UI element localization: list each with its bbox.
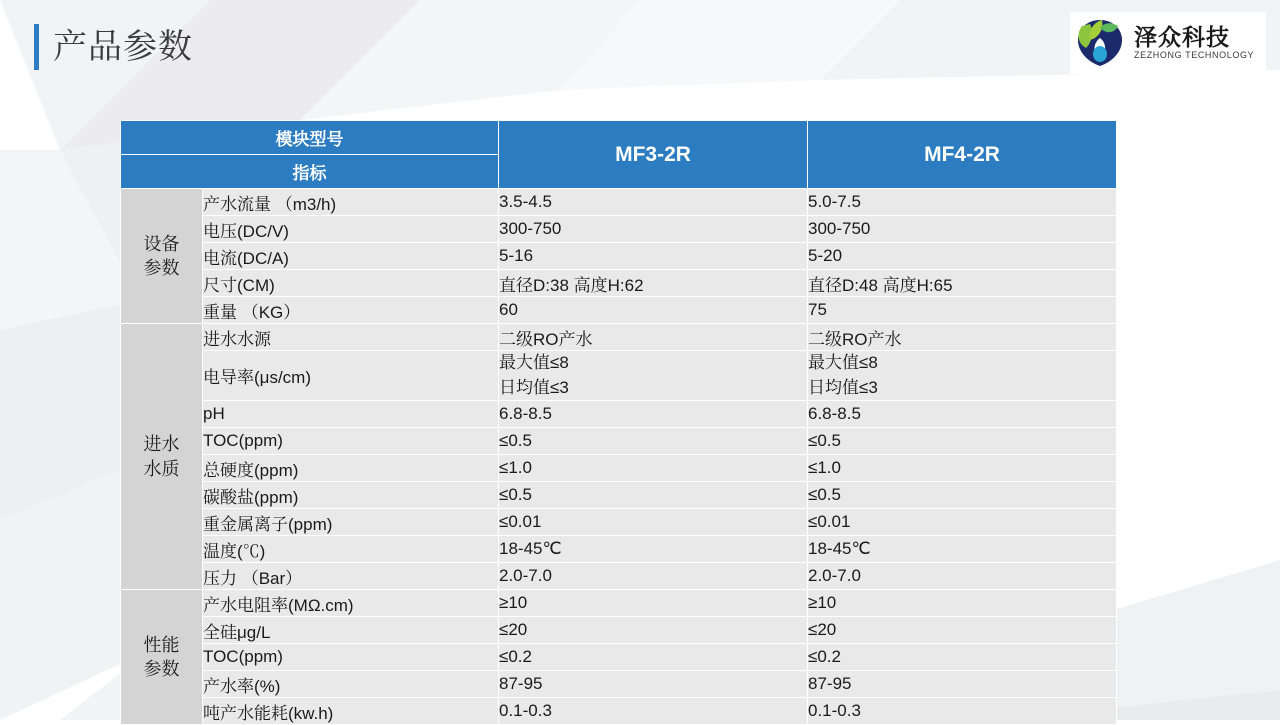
group-label-feedwater-line1: 进水: [143, 434, 180, 455]
table-row: [121, 243, 1117, 270]
row-label: 产水流量 （m3/h): [203, 189, 499, 216]
row-label: TOC(ppm): [203, 428, 499, 455]
spec-table: [120, 120, 1117, 725]
row-value-mf3: ≤0.01: [499, 509, 808, 536]
row-value-mf4-line1: 最大值≤8: [808, 353, 878, 372]
row-value-mf3: [499, 351, 808, 401]
row-value-mf4: 18-45℃: [808, 536, 1117, 563]
row-value-mf3: 3.5-4.5: [499, 189, 808, 216]
row-value-mf4: ≥10: [808, 590, 1117, 617]
row-value-mf4-line2: 日均值≤3: [808, 377, 878, 397]
row-label: 电导率(μs/cm): [203, 351, 499, 401]
row-value-mf3: ≤0.5: [499, 428, 808, 455]
group-label-equipment-line1: 设备: [143, 233, 180, 254]
row-value-mf3: 6.8-8.5: [499, 401, 808, 428]
row-value-mf3: 0.1-0.3: [499, 698, 808, 725]
row-value-mf4: 5-20: [808, 243, 1117, 270]
group-label-performance-line1: 性能: [143, 634, 180, 655]
table-row: [121, 455, 1117, 482]
group-label-feedwater: [121, 324, 203, 590]
row-value-mf3: 87-95: [499, 671, 808, 698]
row-value-mf3: 18-45℃: [499, 536, 808, 563]
table-row: [121, 189, 1117, 216]
table-header-row-1: [121, 121, 1117, 155]
group-label-performance-line2: 参数: [143, 659, 180, 680]
table-row: [121, 297, 1117, 324]
row-value-mf3: 300-750: [499, 216, 808, 243]
row-value-mf3: ≤0.5: [499, 482, 808, 509]
row-value-mf4: 87-95: [808, 671, 1117, 698]
header-model-label: 模块型号: [121, 121, 499, 155]
row-label: 产水率(%): [203, 671, 499, 698]
row-value-mf4: ≤20: [808, 617, 1117, 644]
table-row: [121, 671, 1117, 698]
table-row: [121, 482, 1117, 509]
spec-table-container: [120, 120, 1116, 725]
group-label-performance: [121, 590, 203, 725]
row-label: 总硬度(ppm): [203, 455, 499, 482]
row-value-mf3: 直径D:38 高度H:62: [499, 270, 808, 297]
table-row: [121, 698, 1117, 725]
row-value-mf3: 二级RO产水: [499, 324, 808, 351]
page-title-text: 产品参数: [53, 28, 193, 66]
table-row: [121, 617, 1117, 644]
title-accent-bar: [34, 24, 39, 70]
company-logo: [1070, 12, 1266, 74]
row-value-mf3-line2: 日均值≤3: [499, 377, 569, 397]
logo-text: [1134, 25, 1254, 61]
row-label: TOC(ppm): [203, 644, 499, 671]
table-row: [121, 324, 1117, 351]
row-value-mf3: ≥10: [499, 590, 808, 617]
header-col-mf4: MF4-2R: [808, 121, 1117, 189]
table-row: [121, 509, 1117, 536]
table-row: [121, 216, 1117, 243]
table-row: [121, 590, 1117, 617]
row-label: 碳酸盐(ppm): [203, 482, 499, 509]
row-label: 进水水源: [203, 324, 499, 351]
row-value-mf4: ≤1.0: [808, 455, 1117, 482]
table-row: [121, 428, 1117, 455]
row-value-mf4: 5.0-7.5: [808, 189, 1117, 216]
row-label: 电压(DC/V): [203, 216, 499, 243]
row-value-mf4: ≤0.01: [808, 509, 1117, 536]
table-row: [121, 563, 1117, 590]
row-value-mf3-line1: 最大值≤8: [499, 353, 569, 372]
group-label-equipment: [121, 189, 203, 324]
header-col-mf3: MF3-2R: [499, 121, 808, 189]
row-value-mf4: 直径D:48 高度H:65: [808, 270, 1117, 297]
row-value-mf3: 2.0-7.0: [499, 563, 808, 590]
logo-name-cn: 泽众科技: [1134, 24, 1230, 51]
logo-name-en: ZEZHONG TECHNOLOGY: [1134, 50, 1255, 61]
row-value-mf4: ≤0.2: [808, 644, 1117, 671]
page-title: [34, 24, 193, 70]
row-label: 压力 （Bar）: [203, 563, 499, 590]
row-value-mf3: ≤20: [499, 617, 808, 644]
row-label: 温度(℃): [203, 536, 499, 563]
row-value-mf3: 60: [499, 297, 808, 324]
row-value-mf4: 0.1-0.3: [808, 698, 1117, 725]
logo-leaf-icon: [1072, 16, 1130, 70]
table-row: [121, 270, 1117, 297]
row-label: 电流(DC/A): [203, 243, 499, 270]
row-value-mf4: 75: [808, 297, 1117, 324]
row-label: 吨产水能耗(kw.h): [203, 698, 499, 725]
row-label: 全硅μg/L: [203, 617, 499, 644]
row-label: 产水电阻率(MΩ.cm): [203, 590, 499, 617]
row-value-mf4: ≤0.5: [808, 482, 1117, 509]
row-value-mf3: ≤1.0: [499, 455, 808, 482]
table-row: [121, 401, 1117, 428]
table-row: [121, 351, 1117, 401]
row-value-mf3: ≤0.2: [499, 644, 808, 671]
row-value-mf4: ≤0.5: [808, 428, 1117, 455]
group-label-equipment-line2: 参数: [143, 258, 180, 278]
table-row: [121, 644, 1117, 671]
row-label: pH: [203, 401, 499, 428]
row-value-mf3: 5-16: [499, 243, 808, 270]
row-value-mf4: 二级RO产水: [808, 324, 1117, 351]
row-value-mf4: 2.0-7.0: [808, 563, 1117, 590]
row-value-mf4: 6.8-8.5: [808, 401, 1117, 428]
group-label-feedwater-line2: 水质: [143, 458, 180, 479]
table-row: [121, 536, 1117, 563]
header-index-label: 指标: [121, 155, 499, 189]
row-value-mf4: [808, 351, 1117, 401]
row-label: 重量 （KG）: [203, 297, 499, 324]
row-label: 尺寸(CM): [203, 270, 499, 297]
row-label: 重金属离子(ppm): [203, 509, 499, 536]
row-value-mf4: 300-750: [808, 216, 1117, 243]
